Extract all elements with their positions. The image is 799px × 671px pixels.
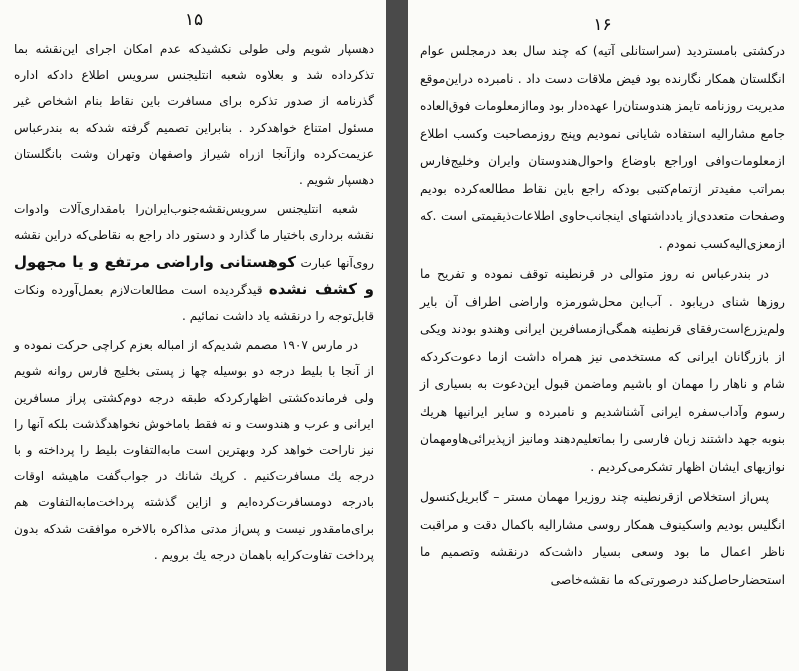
left-page-text bbox=[14, 36, 374, 568]
right-paragraph-3: پس‌از استخلاص ازقرنطینه چند روزیرا مهمان مستر – گابریل‌کنسول انگلیس بودیم واسکینوف همکار روسی مشارالیه باکمال دقت و مراقبت ناظر اعمال ما بود وسعی بسیار داشت‌که درنقشه وتصمیم ما استحضارحاصل‌کند درصورتی‌که ما نقشه‌خاصی bbox=[420, 490, 785, 587]
left-paragraph-2-emphasis: کوهستانی واراضی مرتفع و یا مجهول و کشف نشده bbox=[14, 252, 374, 298]
right-page bbox=[408, 0, 799, 671]
left-paragraph-3-text: در مارس ۱۹۰۷ مصمم شدیم‌که از امباله بعزم کراچی حرکت نموده و از آنجا با بلیط درجه دو بوسیله چها ز پستی بخلیج فارس روانه شویم ولی فرمانده‌کشتی اظهارکردکه طبقه درجه دوم‌کشتی پراز مسافرین ایرانی و عرب و هندوست و نه فقط باماخوش نخواهدگذشت بلکه آنها را نیز ناراحت خواهد کرد وبهترین است مابه‌التفاوت بلیط را پرداخته و با درجه یك مسافرت‌کنیم . کرپك شانك در جواب‌گفت ماهیشه اوقات بادرجه دومسافرت‌کرده‌ایم و ازاین گذشته پرداخت‌مابه‌التفاوت هم برای‌مامقدور نیست و پس‌از مدتی مذاکره بالاخره موافقت شدکه بدون پرداخت تفاوت‌کرایه باهمان درجه یك برویم . bbox=[14, 338, 374, 562]
left-paragraph-2-text-b: قیدگردیده است مطالعات‌لازم بعمل‌آورده ونکات قابل‌توجه را درنقشه یاد داشت نمائیم . bbox=[14, 282, 374, 324]
book-gutter bbox=[386, 0, 408, 671]
left-page bbox=[0, 0, 386, 671]
left-paragraph-2 bbox=[14, 196, 374, 329]
page-number-right: ۱۶ bbox=[593, 15, 612, 35]
right-paragraph-1: درکشتی بامستردید (سراستانلی آتیه) که چند سال بعد درمجلس عوام انگلستان همکار نگارنده بود فیض ملاقات دست داد . نامبرده دراین‌موقع مدیریت روزنامه تایمز هندوستان‌را عهده‌دار بود وماازمعلومات فوق‌العاده جامع مشارالیه استفاده شایانی نمودیم وپنج روزمصاحبت وکسب اطلاع ازمعلومات‌وافی اوراجع باوضاع واحوال‌هندوستان وایران وخلیج‌فارس بمراتب مفیدتر ازتمام‌کتبی بودکه راجع باین نقاط مطالعه‌کرده بودیم وصفحات متعددی‌از یادداشتهای اینجانب‌حاوی اطلاعات‌ذیقیمتی است .که ازمعزی‌الیه‌کسب نمودم . bbox=[420, 44, 785, 251]
right-paragraph-2: در بندرعباس نه روز متوالی در قرنطینه توقف نموده و تفریح ما روزها شنای دریابود . آب‌این محل‌شورمزه واراضی اطراف آن بایر ولم‌یزرع‌است‌رفقای قرنطینه همگی‌ازمسافرین ایرانی وهندو بودند ویکی از بازرگانان ایرانی که مستخدمی نیز همراه داشت ازما دعوت‌کردکه شام و ناهار را مهمان او باشیم وماضمن قبول این‌دعوت به بسیاری از رسوم وآداب‌سفره ایرانی آشناشدیم و نامبرده و سایر ایرانیها هریك بنوبه جهد داشتند زبان فارسی را بماتعلیم‌دهند ومانیز ازپذیرائی‌هاومهمان نوازیهای ایشان اظهار تشکرمی‌کردیم . bbox=[420, 267, 785, 474]
left-paragraph-2-text-a: شعبه انتلیجنس سرویس‌نقشه‌جنوب‌ایران‌را بامقداری‌آلات وادوات نقشه برداری باختیار ما گذارد و دستور داد راجع به نقاطی‌که دراین نقشه روی‌آنها عبارت bbox=[14, 202, 374, 270]
left-paragraph-1-text: دهسپار شویم ولی طولی نکشیدکه عدم امکان اجرای این‌نقشه بما تذکرداده شد و بعلاوه شعبه انتلیجنس سرویس اطلاع دادکه اداره گذرنامه از صدور تذکره برای مسافرت باین نقاط بنام اشخاص غیر مسئول امتناع خواهدکرد . بنابراین تصمیم گرفته شدکه به بندرعباس عزیمت‌کرده وازآنجا ازراه شیراز واصفهان وتهران وشت بانگلستان دهسپار شویم . bbox=[14, 42, 374, 188]
left-paragraph-1 bbox=[14, 36, 374, 193]
page-number-left: ۱۵ bbox=[184, 10, 204, 30]
left-paragraph-3 bbox=[14, 332, 374, 568]
right-page-text bbox=[420, 38, 785, 594]
